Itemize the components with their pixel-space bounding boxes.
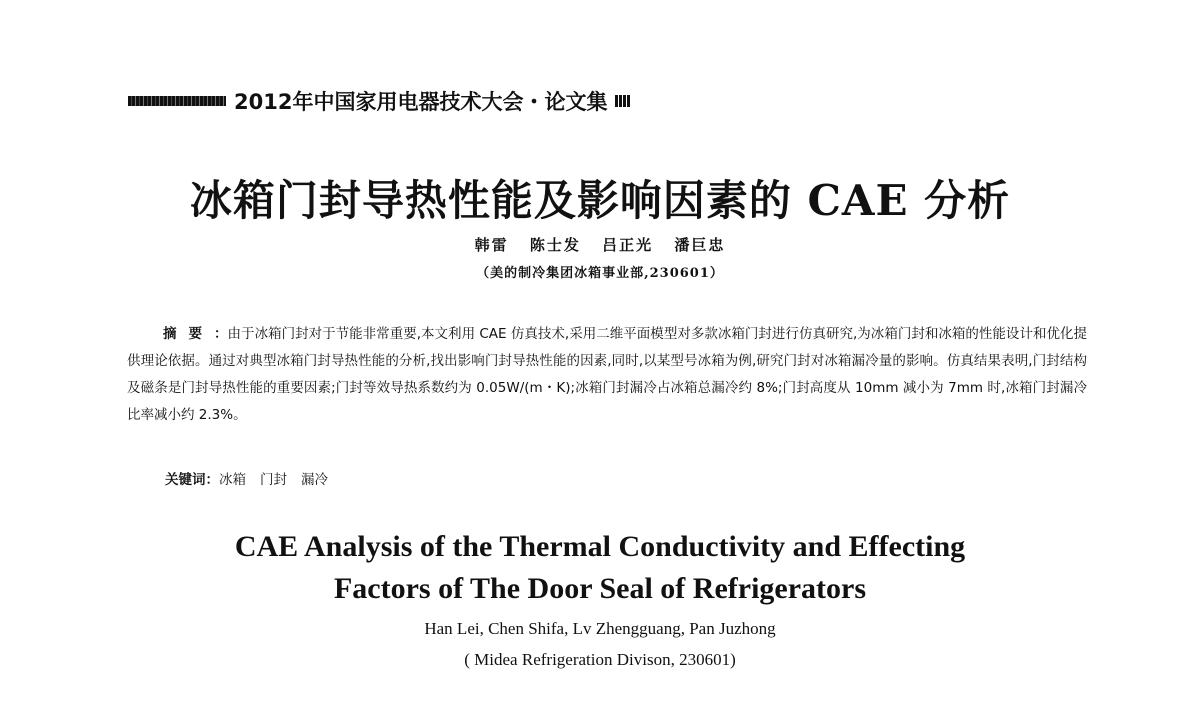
keyword-item: 漏冷 xyxy=(301,472,328,488)
abstract-separator: ： xyxy=(214,326,228,342)
chinese-title: 冰箱门封导热性能及影响因素的 CAE 分析 xyxy=(189,176,1011,225)
chinese-affiliation: （美的制冷集团冰箱事业部,230601） xyxy=(476,266,724,281)
conference-header xyxy=(128,86,631,116)
keywords xyxy=(165,468,342,488)
keywords-separator: ： xyxy=(205,472,219,488)
abstract-text: 由于冰箱门封对于节能非常重要,本文利用 CAE 仿真技术,采用二维平面模型对多款冰箱门封进行仿真研究,为冰箱门封和冰箱的性能设计和优化提供理论依据。通过对典型冰箱门封导热性能的分析,找出影响门封导热性能的因素,同时,以某型号冰箱为例,研究门封对冰箱漏冷量的影响。仿真结果表明,门封结构及磁条是门封导热性能的重要因素;门封等效导热系数约为 0.05W/(m・K);冰箱门封漏冷占冰箱总漏冷约 8%;门封高度从 10mm 减小为 7mm 时,冰箱门封漏冷比率减小约 2.3%。 xyxy=(127,326,1087,423)
abstract xyxy=(127,321,1087,429)
english-authors: Han Lei, Chen Shifa, Lv Zhengguang, Pan Juzhong xyxy=(424,619,776,638)
english-affiliation: ( Midea Refrigeration Divison, 230601) xyxy=(464,650,736,669)
conference-title: 2012年中国家用电器技术大会・论文集 xyxy=(234,90,608,114)
english-title-line-1: CAE Analysis of the Thermal Conductivity and Effecting xyxy=(234,530,966,563)
chinese-authors: 韩雷 陈士发 吕正光 潘巨忠 xyxy=(474,236,726,254)
abstract-label: 摘要 xyxy=(163,326,215,342)
english-title-line-2: Factors of The Door Seal of Refrigerators xyxy=(333,572,867,605)
keyword-item: 门封 xyxy=(260,472,287,488)
header-decoration-right xyxy=(615,95,631,107)
header-decoration-left xyxy=(128,96,226,106)
english-title xyxy=(0,526,1200,610)
keywords-label: 关键词 xyxy=(165,472,206,488)
keyword-item: 冰箱 xyxy=(219,472,246,488)
